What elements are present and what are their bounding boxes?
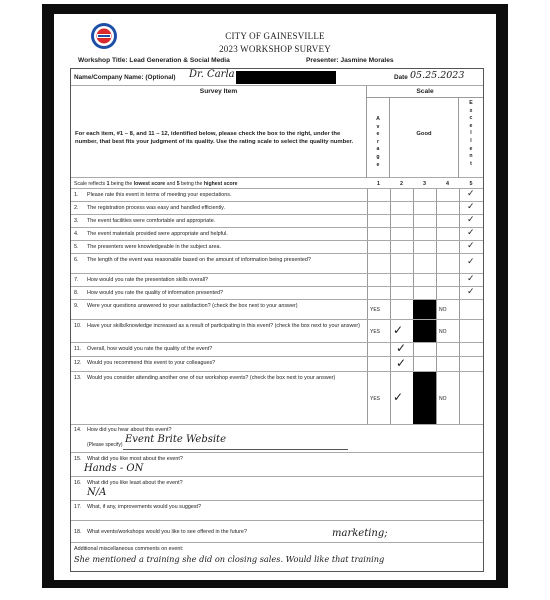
- question-row-3: [71, 215, 483, 228]
- question-row-5: [71, 241, 483, 254]
- column-divider: [459, 254, 460, 273]
- misc-label: Additional miscellaneous comments on event:: [74, 546, 184, 552]
- misc-answer: She mentioned a training she did on closing sales. Would like that training: [74, 554, 385, 564]
- question-text: The length of the event was reasonable based on the amount of information being presented?: [87, 257, 311, 263]
- question-row-15: 15. What did you like most about the event? Hands - ON: [71, 453, 483, 477]
- question-number: 11.: [74, 346, 82, 352]
- date-label: Date: [394, 74, 408, 81]
- col-3: 3: [423, 181, 426, 187]
- question-text: The registration process was easy and handled efficiently.: [87, 205, 225, 211]
- check-mark: ✓: [396, 341, 407, 355]
- column-divider: [367, 254, 368, 273]
- blacked-out-cell: [413, 372, 436, 424]
- question-row-16: 16. What did you like least about the event? N/A: [71, 477, 483, 501]
- check-mark: ✓: [467, 240, 475, 251]
- column-divider: [459, 215, 460, 227]
- question-text: The event facilities were comfortable and appropriate.: [87, 218, 216, 224]
- excellent-header: [459, 98, 483, 178]
- name-redaction: [236, 71, 336, 84]
- blacked-out-cell: [413, 320, 436, 342]
- check-mark: ✓: [467, 188, 475, 199]
- column-divider: [390, 320, 391, 342]
- column-divider: [459, 320, 460, 342]
- column-divider: [413, 241, 414, 253]
- city-name: CITY OF GAINESVILLE: [225, 31, 325, 41]
- column-divider: [413, 287, 414, 299]
- column-divider: [390, 241, 391, 253]
- question-row-8: [71, 287, 483, 300]
- col-1: 1: [377, 181, 380, 187]
- question-row-6: [71, 254, 483, 274]
- question-row-12: [71, 357, 483, 372]
- check-mark: ✓: [467, 214, 475, 225]
- name-value: Dr. Carla: [189, 69, 235, 80]
- workshop-title: Workshop Title: Lead Generation & Social Media: [78, 57, 230, 64]
- column-divider: [367, 228, 368, 240]
- no-label: NO: [439, 307, 447, 313]
- column-divider: [367, 274, 368, 286]
- col-4: 4: [446, 181, 449, 187]
- average-label: A v e r a g e: [376, 116, 380, 168]
- question-number: 12.: [74, 360, 82, 366]
- question-number: 13.: [74, 375, 82, 381]
- question-row-10: [71, 320, 483, 343]
- column-divider: [413, 202, 414, 214]
- column-divider: [413, 254, 414, 273]
- column-divider: [390, 287, 391, 299]
- yes-label: YES: [370, 307, 381, 313]
- column-divider: [436, 274, 437, 286]
- presenter: Presenter: Jasmine Morales: [306, 57, 394, 64]
- column-divider: [459, 228, 460, 240]
- question-row-7: [71, 274, 483, 287]
- question-text: How would you rate the presentation skills overall?: [87, 277, 209, 283]
- good-label: Good: [416, 131, 432, 137]
- question-number: 7.: [74, 277, 79, 283]
- question-text: Would you recommend this event to your colleagues?: [87, 360, 216, 366]
- column-divider: [436, 228, 437, 240]
- column-divider: [390, 215, 391, 227]
- question-number: 8.: [74, 290, 79, 296]
- column-divider: [436, 320, 437, 342]
- question-number: 9.: [74, 303, 79, 309]
- column-divider: [367, 372, 368, 424]
- column-divider: [436, 372, 437, 424]
- column-divider: [390, 202, 391, 214]
- column-divider: [436, 241, 437, 253]
- column-divider: [459, 343, 460, 356]
- question-text: Have your skills/knowledge increased as a result of participating in this event? (check the box next to your answer): [87, 323, 360, 329]
- question-number: 6.: [74, 257, 79, 263]
- q16-answer: N/A: [87, 487, 107, 498]
- question-text: The presenters were knowledgeable in the subject area.: [87, 244, 221, 250]
- good-header: [390, 98, 459, 178]
- scale-note-row: [71, 178, 483, 189]
- check-mark: ✓: [396, 355, 407, 370]
- yes-label: YES: [370, 328, 381, 335]
- column-divider: [459, 189, 460, 201]
- column-divider: [390, 254, 391, 273]
- column-divider: [459, 357, 460, 371]
- question-row-2: [71, 202, 483, 215]
- column-divider: [436, 287, 437, 299]
- column-divider: [413, 189, 414, 201]
- question-row-4: [71, 228, 483, 241]
- column-divider: [390, 372, 391, 424]
- column-divider: [459, 274, 460, 286]
- column-divider: [390, 189, 391, 201]
- question-row-13: [71, 372, 483, 425]
- check-mark: ✓: [467, 273, 475, 284]
- question-row-17: 17. What, if any, improvements would you suggest?: [71, 501, 483, 521]
- q14-specify-label: (Please specify): [87, 442, 123, 448]
- column-divider: [390, 228, 391, 240]
- column-divider: [459, 300, 460, 319]
- q14-answer-line: [123, 449, 348, 450]
- column-divider: [459, 202, 460, 214]
- q15-answer: Hands - ON: [84, 463, 144, 474]
- scale-title: Scale: [367, 86, 483, 98]
- col-5: 5: [469, 181, 473, 187]
- question-number: 4.: [74, 231, 79, 237]
- survey-item-title: Survey Item: [199, 88, 238, 95]
- check-mark: ✓: [467, 286, 475, 297]
- check-mark: ✓: [467, 227, 475, 238]
- question-row-9: [71, 300, 483, 320]
- column-divider: [459, 241, 460, 253]
- column-divider: [390, 357, 391, 371]
- column-divider: [413, 274, 414, 286]
- table-header-row: [71, 86, 483, 178]
- check-mark: ✓: [393, 389, 404, 404]
- survey-title: 2023 WORKSHOP SURVEY: [219, 44, 331, 54]
- blacked-out-cell: [413, 300, 436, 319]
- check-mark: ✓: [467, 257, 475, 267]
- column-divider: [367, 300, 368, 319]
- column-divider: [436, 202, 437, 214]
- misc-comments-row: [71, 543, 483, 571]
- column-divider: [436, 215, 437, 227]
- column-divider: [367, 215, 368, 227]
- column-divider: [367, 287, 368, 299]
- column-divider: [390, 343, 391, 356]
- scale-note: Scale reflects 1 being the lowest score and 5 being the highest score: [74, 181, 238, 187]
- question-row-18: 18. What events/workshops would you like to see offered in the future? marketing;: [71, 521, 483, 543]
- survey-table: [70, 68, 484, 572]
- survey-page: [54, 14, 496, 580]
- question-text: The event materials provided were appropriate and helpful.: [87, 231, 228, 237]
- column-divider: [413, 357, 414, 371]
- column-divider: [367, 357, 368, 371]
- excellent-label: E x c e l l e n t: [469, 100, 473, 167]
- column-divider: [436, 189, 437, 201]
- question-row-11: [71, 343, 483, 357]
- question-text: Please rate this event in terms of meeting your expectations.: [87, 192, 232, 198]
- column-divider: [367, 189, 368, 201]
- instructions: For each item, #1 – 8, and 11 – 12, identified below, please check the box to the right, under the number, that best fits your judgment of its quality. Use the rating scale to select the quality number.: [75, 131, 354, 146]
- no-label: NO: [439, 328, 447, 335]
- average-header: [367, 98, 390, 178]
- q14-answer: Event Brite Website: [125, 434, 226, 445]
- column-divider: [436, 300, 437, 319]
- no-label: NO: [439, 395, 447, 402]
- q18-answer: marketing;: [332, 528, 388, 539]
- column-divider: [436, 357, 437, 371]
- column-divider: [390, 300, 391, 319]
- column-divider: [436, 254, 437, 273]
- column-divider: [413, 343, 414, 356]
- column-divider: [367, 320, 368, 342]
- column-divider: [459, 372, 460, 424]
- column-divider: [367, 343, 368, 356]
- question-text: Were your questions answered to your satisfaction? (check the box next to your answer): [87, 303, 298, 309]
- column-divider: [459, 287, 460, 299]
- yes-label: YES: [370, 395, 381, 402]
- name-label: Name/Company Name: (Optional): [74, 74, 176, 81]
- check-mark: ✓: [467, 201, 475, 212]
- column-divider: [367, 241, 368, 253]
- date-value: 05.25.2023: [410, 70, 465, 81]
- question-row-14: 14. How did you hear about this event? (Please specify) Event Brite Website: [71, 425, 483, 453]
- question-number: 5.: [74, 244, 79, 250]
- question-text: Would you consider attending another one of our workshop events? (check the box next to your answer): [87, 375, 336, 381]
- question-number: 2.: [74, 205, 79, 211]
- question-number: 10.: [74, 323, 82, 329]
- question-number: 3.: [74, 218, 79, 224]
- question-text: Overall, how would you rate the quality of the event?: [87, 346, 213, 352]
- column-divider: [436, 343, 437, 356]
- check-mark: ✓: [393, 322, 404, 337]
- column-divider: [367, 202, 368, 214]
- question-row-1: [71, 189, 483, 202]
- question-number: 1.: [74, 192, 79, 198]
- column-divider: [413, 215, 414, 227]
- col-2: 2: [400, 181, 403, 187]
- column-divider: [390, 274, 391, 286]
- question-text: How would you rate the quality of information presented?: [87, 290, 224, 296]
- survey-item-header: [71, 86, 367, 178]
- column-divider: [413, 228, 414, 240]
- name-row: [71, 69, 483, 86]
